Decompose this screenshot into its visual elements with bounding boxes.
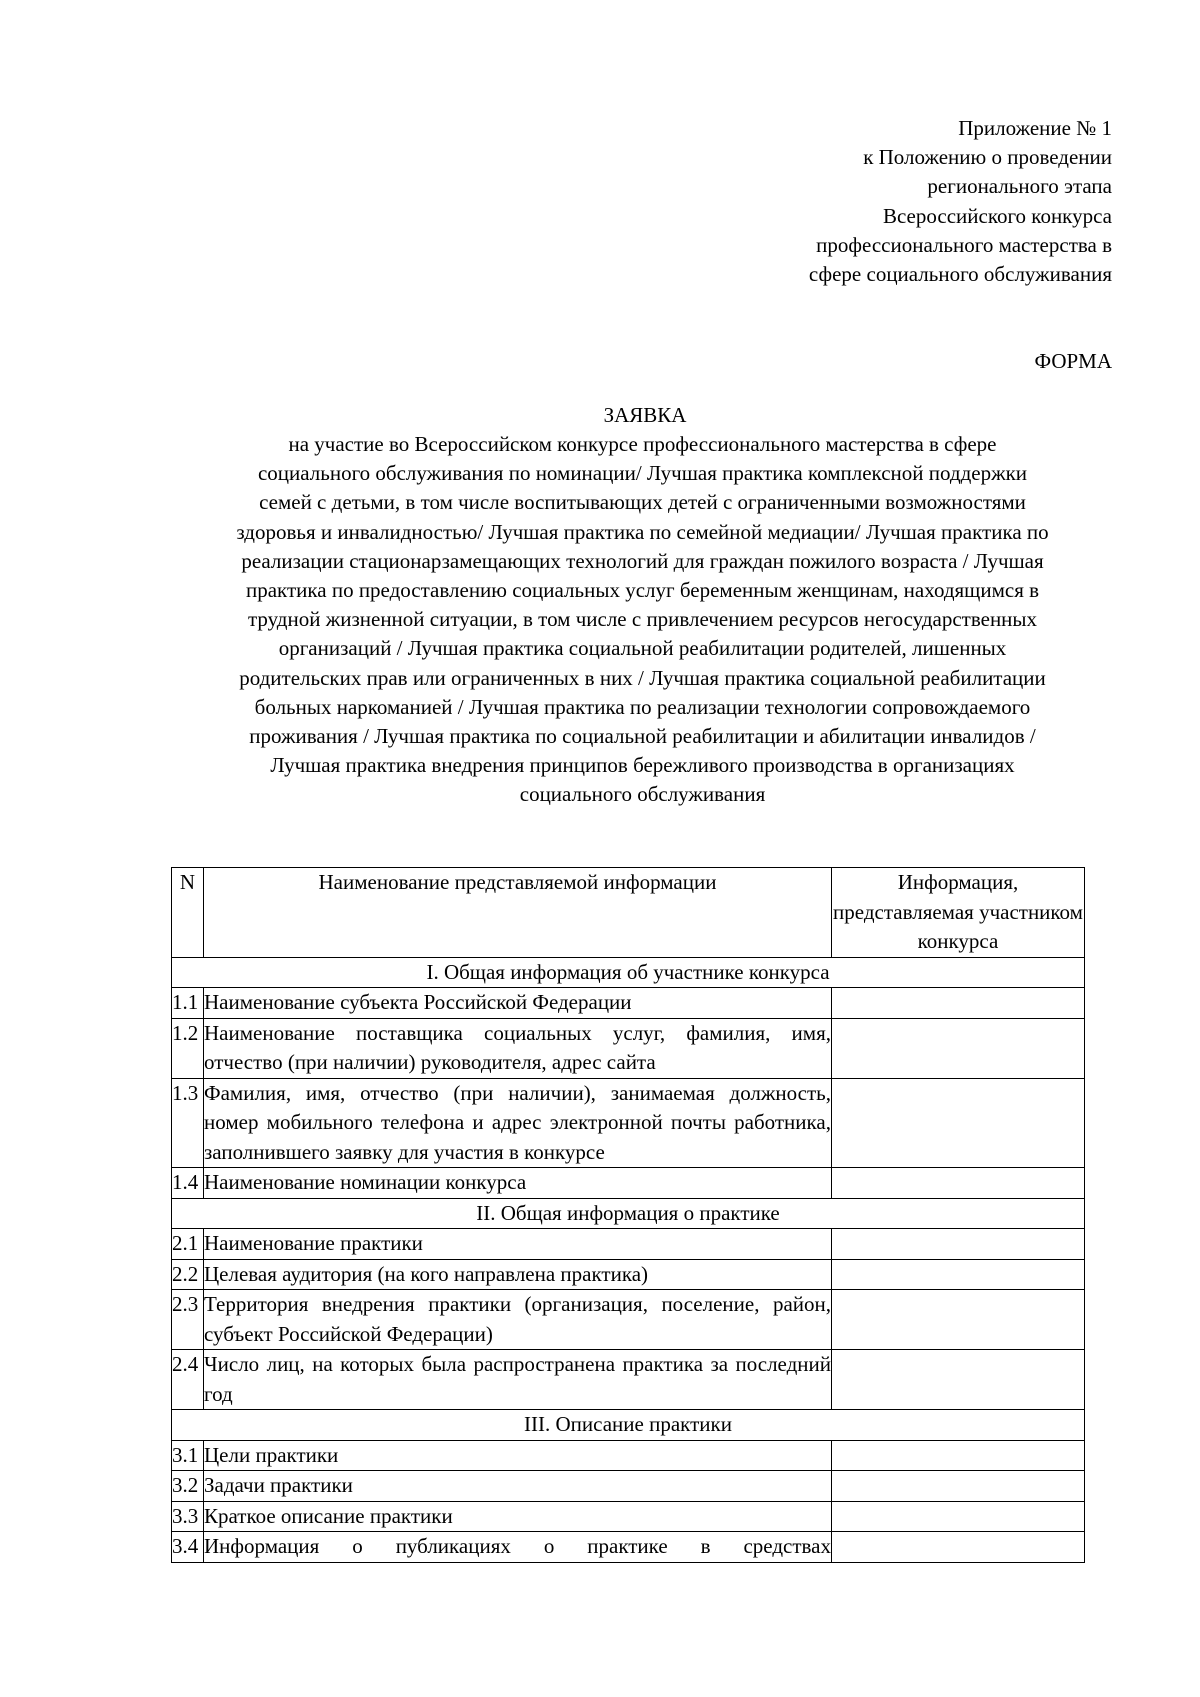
row-value-cell[interactable]: [832, 1471, 1085, 1502]
intro-line: реализации стационарзамещающих технологий для граждан пожилого возраста / Лучшая: [241, 548, 1044, 573]
table-row: [172, 1440, 1085, 1471]
table-row: [172, 1350, 1085, 1410]
row-value-cell[interactable]: [832, 1501, 1085, 1532]
intro-line: семей с детьми, в том числе воспитывающих детей с ограниченными возможностями: [259, 490, 1026, 515]
intro-line: трудной жизненной ситуации, в том числе с привлечением ресурсов негосударственных: [247, 607, 1038, 632]
row-number: 3.1: [172, 1440, 204, 1471]
row-number: 3.4: [172, 1532, 204, 1563]
column-header-number: N: [172, 868, 204, 958]
section-title: I. Общая информация об участнике конкурса: [172, 957, 1085, 988]
table-row: [172, 1229, 1085, 1260]
annex-line: Всероссийского конкурса: [882, 203, 1112, 228]
form-label: ФОРМА: [1034, 349, 1112, 373]
table-row: [172, 1501, 1085, 1532]
intro-line: практика по предоставлению социальных услуг беременным женщинам, находящимся в: [245, 578, 1040, 603]
table-row: [172, 1471, 1085, 1502]
table-header-row: [172, 868, 1085, 958]
table-row: [172, 1532, 1085, 1563]
section-row: [172, 957, 1085, 988]
intro-line: организаций / Лучшая практика социальной реабилитации родителей, лишенных: [278, 636, 1007, 661]
row-value-cell[interactable]: [832, 1168, 1085, 1199]
table-row: [172, 988, 1085, 1019]
intro-line: родительских прав или ограниченных в них / Лучшая практика социальной реабилитации: [239, 665, 1046, 690]
row-number: 1.2: [172, 1018, 204, 1078]
row-label: Наименование номинации конкурса: [204, 1168, 832, 1199]
row-label: Территория внедрения практики (организация, поселение, район, субъект Российской Федерации): [204, 1290, 832, 1350]
intro-line: социального обслуживания: [519, 782, 766, 807]
intro-line: проживания / Лучшая практика по социальной реабилитации и абилитации инвалидов /: [249, 724, 1036, 749]
row-number: 3.2: [172, 1471, 204, 1502]
row-number: 1.4: [172, 1168, 204, 1199]
intro-line: здоровья и инвалидностью/ Лучшая практика по семейной медиации/ Лучшая практика по: [236, 519, 1049, 544]
intro-line: Лучшая практика внедрения принципов бережливого производства в организациях: [270, 753, 1015, 778]
row-value-cell[interactable]: [832, 1350, 1085, 1410]
row-value-cell[interactable]: [832, 1259, 1085, 1290]
row-label: Число лиц, на которых была распространена практика за последний год: [204, 1350, 832, 1410]
table-row: [172, 1078, 1085, 1168]
row-number: 2.4: [172, 1350, 204, 1410]
table-row: [172, 1168, 1085, 1199]
section-row: [172, 1410, 1085, 1441]
row-value-cell[interactable]: [832, 1078, 1085, 1168]
row-value-cell[interactable]: [832, 1018, 1085, 1078]
annex-line: профессионального мастерства в: [816, 232, 1112, 257]
row-label: Информация о публикациях о практике в средствах: [204, 1532, 832, 1563]
row-label: Целевая аудитория (на кого направлена практика): [204, 1259, 832, 1290]
row-value-cell[interactable]: [832, 1440, 1085, 1471]
application-form-table: [171, 867, 1085, 1563]
column-header-info: Информация, представляемая участником конкурса: [832, 868, 1085, 958]
intro-line: на участие во Всероссийском конкурсе профессионального мастерства в сфере: [288, 432, 997, 456]
row-value-cell[interactable]: [832, 1229, 1085, 1260]
section-title: II. Общая информация о практике: [172, 1198, 1085, 1229]
document-title: ЗАЯВКА: [603, 403, 687, 427]
table-row: [172, 1290, 1085, 1350]
row-label: Наименование практики: [204, 1229, 832, 1260]
annex-line: Приложение № 1: [958, 116, 1112, 140]
row-label: Цели практики: [204, 1440, 832, 1471]
annex-line: сфере социального обслуживания: [808, 262, 1112, 287]
annex-line: к Положению о проведении: [863, 145, 1112, 170]
row-number: 3.3: [172, 1501, 204, 1532]
row-label: Наименование субъекта Российской Федерации: [204, 988, 832, 1019]
row-label: Фамилия, имя, отчество (при наличии), занимаемая должность, номер мобильного телефона и адрес электронной почты работника, заполнившего заявку для участия в конкурсе: [204, 1078, 832, 1168]
column-header-name: Наименование представляемой информации: [204, 868, 832, 958]
row-number: 2.1: [172, 1229, 204, 1260]
intro-line: больных наркоманией / Лучшая практика по реализации технологии сопровождаемого: [254, 694, 1031, 719]
row-label: Наименование поставщика социальных услуг, фамилия, имя, отчество (при наличии) руководителя, адрес сайта: [204, 1018, 832, 1078]
row-number: 2.2: [172, 1259, 204, 1290]
table-row: [172, 1018, 1085, 1078]
application-description: [170, 430, 1115, 810]
annex-reference: [512, 114, 1112, 289]
row-number: 1.1: [172, 988, 204, 1019]
annex-line: регионального этапа: [927, 174, 1112, 199]
row-value-cell[interactable]: [832, 1532, 1085, 1563]
row-value-cell[interactable]: [832, 988, 1085, 1019]
intro-line: социального обслуживания по номинации/ Лучшая практика комплексной поддержки: [257, 461, 1028, 486]
row-label: Задачи практики: [204, 1471, 832, 1502]
row-number: 2.3: [172, 1290, 204, 1350]
row-label: Краткое описание практики: [204, 1501, 832, 1532]
section-row: [172, 1198, 1085, 1229]
row-value-cell[interactable]: [832, 1290, 1085, 1350]
table-row: [172, 1259, 1085, 1290]
section-title: III. Описание практики: [172, 1410, 1085, 1441]
row-number: 1.3: [172, 1078, 204, 1168]
